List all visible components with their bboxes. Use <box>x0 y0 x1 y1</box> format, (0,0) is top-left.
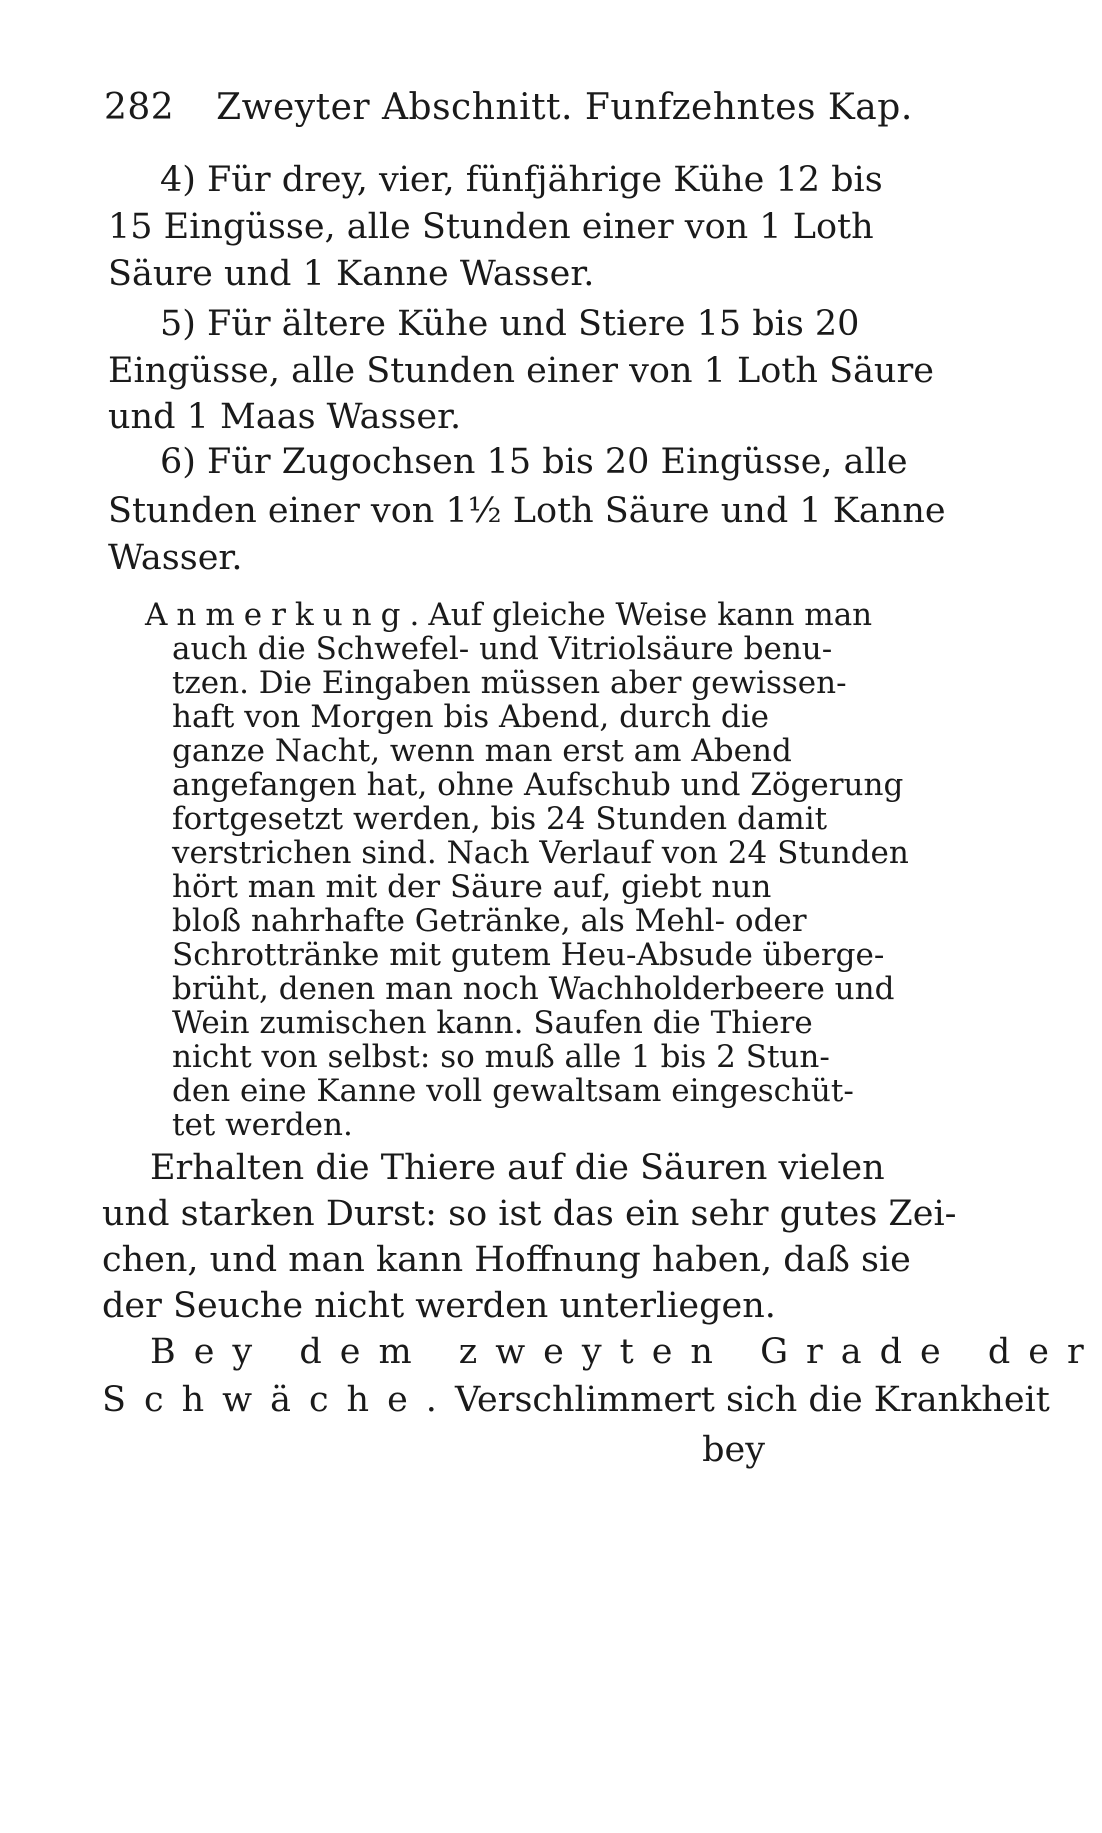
catchword: bey <box>702 1430 765 1470</box>
note-line: angefangen hat, ohne Aufschub und Zögerung <box>172 767 904 803</box>
section-heading-line-2 <box>102 1378 1050 1422</box>
note-line: Schrottränke mit gutem Heu-Absude überge- <box>172 937 885 973</box>
note-line: verstrichen sind. Nach Verlauf von 24 Stunden <box>172 835 909 871</box>
paragraph-4-line-1: 4) Für drey, vier, fünfjährige Kühe 12 bis <box>160 160 883 200</box>
paragraph-6-line-1: 6) Für Zugochsen 15 bis 20 Eingüsse, alle <box>160 442 908 482</box>
section-heading-line-2-text: Verschlimmert sich die Krankheit <box>454 1380 1050 1420</box>
paragraph-line: und starken Durst: so ist das ein sehr gutes Zei- <box>102 1194 957 1234</box>
paragraph-line: Erhalten die Thiere auf die Säuren vielen <box>150 1148 885 1188</box>
note-line: fortgesetzt werden, bis 24 Stunden damit <box>172 801 828 837</box>
running-title: Zweyter Abschnitt. Funfzehntes Kap. <box>216 87 913 128</box>
note-line: haft von Morgen bis Abend, durch die <box>172 699 769 735</box>
paragraph-6-line-3: Wasser. <box>108 538 243 578</box>
note-line: nicht von selbst: so muß alle 1 bis 2 Stun- <box>172 1039 830 1075</box>
note-line: den eine Kanne voll gewaltsam eingeschüt- <box>172 1073 854 1109</box>
paragraph-5-line-3: und 1 Maas Wasser. <box>108 397 462 437</box>
paragraph-4-line-2: 15 Eingüsse, alle Stunden einer von 1 Loth <box>108 207 874 247</box>
note-label: Anmerkung. <box>145 597 429 633</box>
note-first-line-text: Auf gleiche Weise kann man <box>428 597 873 633</box>
note-first-line <box>145 596 873 634</box>
page-number: 282 <box>104 87 175 128</box>
note-line: bloß nahrhafte Getränke, als Mehl- oder <box>172 903 807 939</box>
section-heading-spaced-word: Schwäche. <box>102 1380 455 1420</box>
note-line: hört man mit der Säure auf, giebt nun <box>172 869 772 905</box>
paragraph-5-line-2: Eingüsse, alle Stunden einer von 1 Loth Säure <box>108 351 934 391</box>
note-line: auch die Schwefel- und Vitriolsäure benu- <box>172 631 833 667</box>
note-line: tzen. Die Eingaben müssen aber gewissen- <box>172 665 847 701</box>
paragraph-line: der Seuche nicht werden unterliegen. <box>102 1286 776 1326</box>
note-line: brüht, denen man noch Wachholderbeere und <box>172 971 895 1007</box>
paragraph-5-line-1: 5) Für ältere Kühe und Stiere 15 bis 20 <box>160 304 860 344</box>
page-header <box>104 86 913 130</box>
note-line: ganze Nacht, wenn man erst am Abend <box>172 733 792 769</box>
paragraph-6-line-2: Stunden einer von 1½ Loth Säure und 1 Kanne <box>108 491 946 531</box>
note-line: Wein zumischen kann. Saufen die Thiere <box>172 1005 813 1041</box>
section-heading-line-1: Bey dem zweyten Grade der <box>150 1332 1102 1372</box>
paragraph-4-line-3: Säure und 1 Kanne Wasser. <box>108 254 595 294</box>
note-line: tet werden. <box>172 1107 353 1143</box>
paragraph-line: chen, und man kann Hoffnung haben, daß sie <box>102 1240 911 1280</box>
